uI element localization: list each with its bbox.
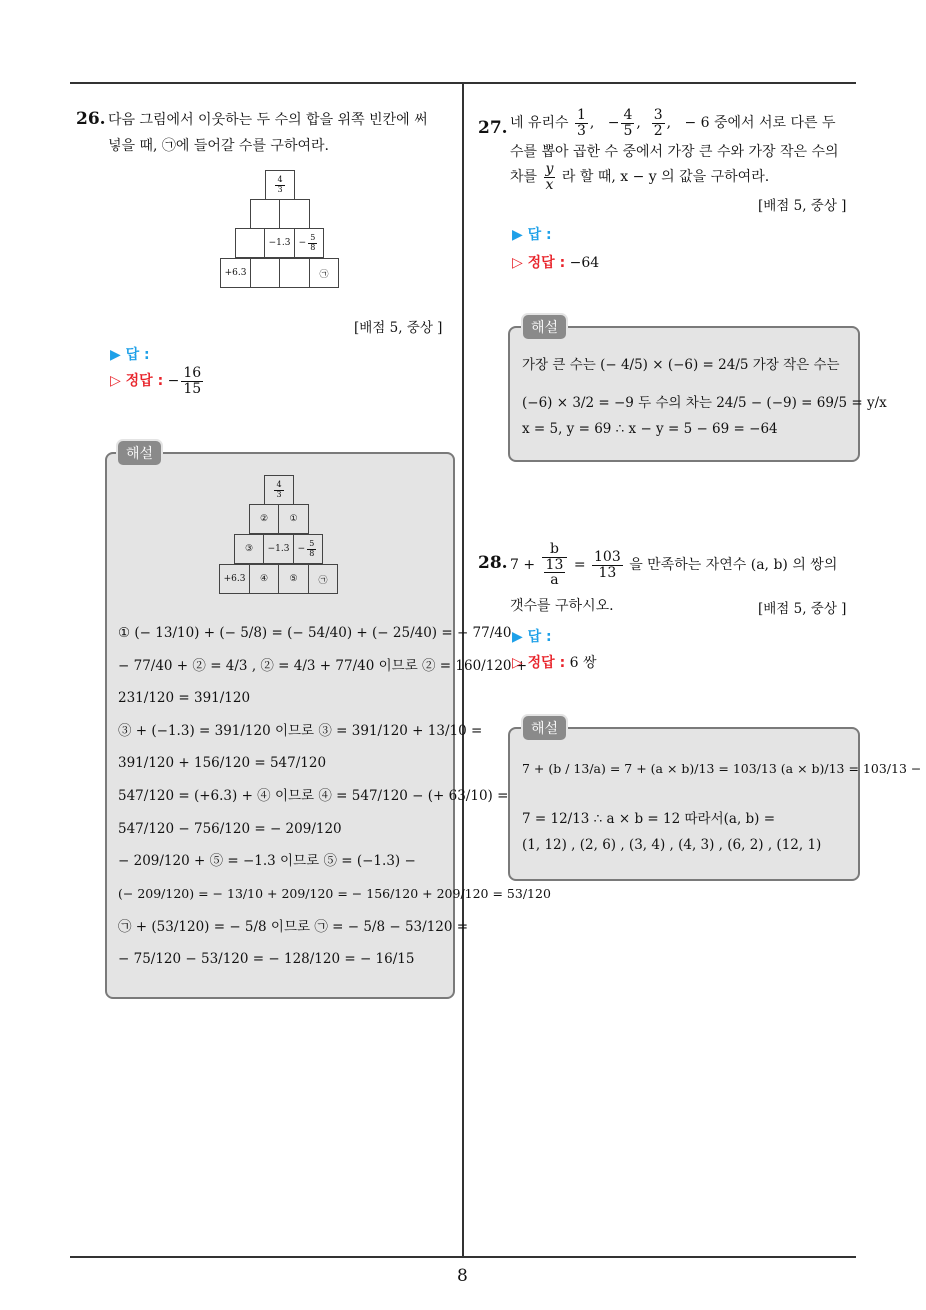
solution-line: − 75/120 − 53/120 = − 128/120 = − 16/15 [118, 951, 415, 967]
correct-label: ▷ 정답 : [110, 373, 164, 390]
q28-text-line2: 갯수를 구하시오. [510, 598, 614, 614]
pyramid-cell [279, 258, 310, 288]
solution-line: (−6) × 3/2 = −9 두 수의 차는 24/5 − (−9) = 69/5 = y/x [522, 395, 887, 411]
pyramid-cell [235, 228, 265, 258]
solution-line: 7 + (b / 13/a) = 7 + (a × b)/13 = 103/13 (a × b)/13 = 103/13 − [522, 761, 922, 776]
q26-answer-label: ▶ 답 : [110, 347, 150, 363]
q26-number: 26. [76, 109, 106, 129]
solution-line: ㉠ + (53/120) = − 5/8 이므로 ㉠ = − 5/8 − 53/120 = [118, 919, 469, 935]
solution-line: 547/120 = (+6.3) + ④ 이므로 ④ = 547/120 − (+ 63/10) = [118, 788, 509, 804]
pyramid-cell-top: $\frac{4}{3}$ [264, 475, 294, 505]
pyramid-cell: +6.3 [219, 564, 250, 594]
pyramid-cell-fraction: − $\frac{5}{8}$ [293, 534, 323, 564]
pyramid-cell-value: +6.3 [220, 258, 251, 288]
pyramid-cell: ⑤ [278, 564, 309, 594]
q28-answer-label: ▶ 답 : [512, 629, 552, 645]
correct-value: −64 [569, 255, 600, 271]
solution-line: ① (− 13/10) + (− 5/8) = (− 54/40) + (− 25/40) = − 77/40 [118, 625, 512, 641]
solution-line: 231/120 = 391/120 [118, 690, 251, 706]
pyramid-cell: −1.3 [263, 534, 294, 564]
solution-line: ③ + (−1.3) = 391/120 이므로 ③ = 391/120 + 13/10 = [118, 723, 483, 739]
solution-line: − 209/120 + ⑤ = −1.3 이므로 ⑤ = (−1.3) − [118, 853, 416, 869]
pyramid-cell: ③ [234, 534, 264, 564]
correct-label: ▷ 정답 : [512, 655, 566, 671]
q26-text-line2: 넣을 때, ㉠에 들어갈 수를 구하여라. [108, 138, 329, 154]
q28-solution-tab: 해설 [521, 714, 568, 742]
pyramid-cell: ④ [249, 564, 279, 594]
q27-score: [배점 5, 중상 ] [758, 198, 847, 214]
q27-text-line3: 차를 $\frac{y}{x}$ 라 할 때, x − y 의 값을 구하여라. [510, 161, 770, 193]
page-number: 8 [457, 1266, 468, 1286]
q27-solution-tab: 해설 [521, 313, 568, 341]
solution-line: 391/120 + 156/120 = 547/120 [118, 755, 327, 771]
pyramid-cell: ① [278, 504, 309, 534]
solution-line: 547/120 − 756/120 = − 209/120 [118, 821, 342, 837]
q28-text-line1: 7 + $\frac{b}{\frac{13}{a}}$ = $\frac{103}{13}$ 을 만족하는 자연수 (a, b) 의 쌍의 [510, 541, 838, 589]
q26-correct-answer: ▷ 정답 : − $\frac{16}{15}$ [110, 365, 202, 397]
q26-text-line1: 다음 그림에서 이웃하는 두 수의 합을 위쪽 빈칸에 써 [108, 112, 428, 128]
q27-answer-label: ▶ 답 : [512, 227, 552, 243]
q27-text-line1: 네 유리수 $\frac{1}{3}$ , − $\frac{4}{5}$ , $\frac{3}{2}$ , − 6 중에서 서로 다른 두 [510, 107, 836, 139]
pyramid-cell: ② [249, 504, 279, 534]
solution-line: 7 = 12/13 ∴ a × b = 12 따라서(a, b) = [522, 811, 776, 827]
q26-score: [배점 5, 중상 ] [354, 320, 443, 336]
pyramid-cell: ㉠ [308, 564, 338, 594]
pyramid-cell [250, 199, 280, 229]
correct-value: 6 쌍 [569, 655, 597, 671]
q27-correct-answer [512, 252, 599, 272]
pyramid-cell-target: ㉠ [309, 258, 339, 288]
q28-solution-box [508, 727, 860, 881]
solution-line: (− 209/120) = − 13/10 + 209/120 = − 156/120 + 209/120 = 53/120 [118, 886, 551, 901]
pyramid-cell [250, 258, 280, 288]
pyramid-cell [279, 199, 310, 229]
q27-text-line2: 수를 뽑아 곱한 수 중에서 가장 큰 수와 가장 작은 수의 [510, 144, 839, 160]
solution-line: 가장 큰 수는 (− 4/5) × (−6) = 24/5 가장 작은 수는 [522, 357, 840, 373]
q28-number: 28. [478, 553, 508, 573]
pyramid-cell-top: $\frac{4}{3}$ [265, 170, 295, 200]
pyramid-cell-fraction: − $\frac{5}{8}$ [294, 228, 324, 258]
q28-correct-answer [512, 652, 597, 672]
bottom-rule [70, 1256, 856, 1258]
correct-label: ▷ 정답 : [512, 255, 566, 271]
q27-number: 27. [478, 118, 508, 138]
q28-score: [배점 5, 중상 ] [758, 601, 847, 617]
pyramid-cell-value: −1.3 [264, 228, 295, 258]
q26-solution-tab: 해설 [116, 439, 163, 467]
solution-line: − 77/40 + ② = 4/3 , ② = 4/3 + 77/40 이므로 ② = 160/120 + [118, 658, 528, 674]
solution-line: (1, 12) , (2, 6) , (3, 4) , (4, 3) , (6, 2) , (12, 1) [522, 837, 822, 853]
solution-line: x = 5, y = 69 ∴ x − y = 5 − 69 = −64 [522, 421, 778, 437]
